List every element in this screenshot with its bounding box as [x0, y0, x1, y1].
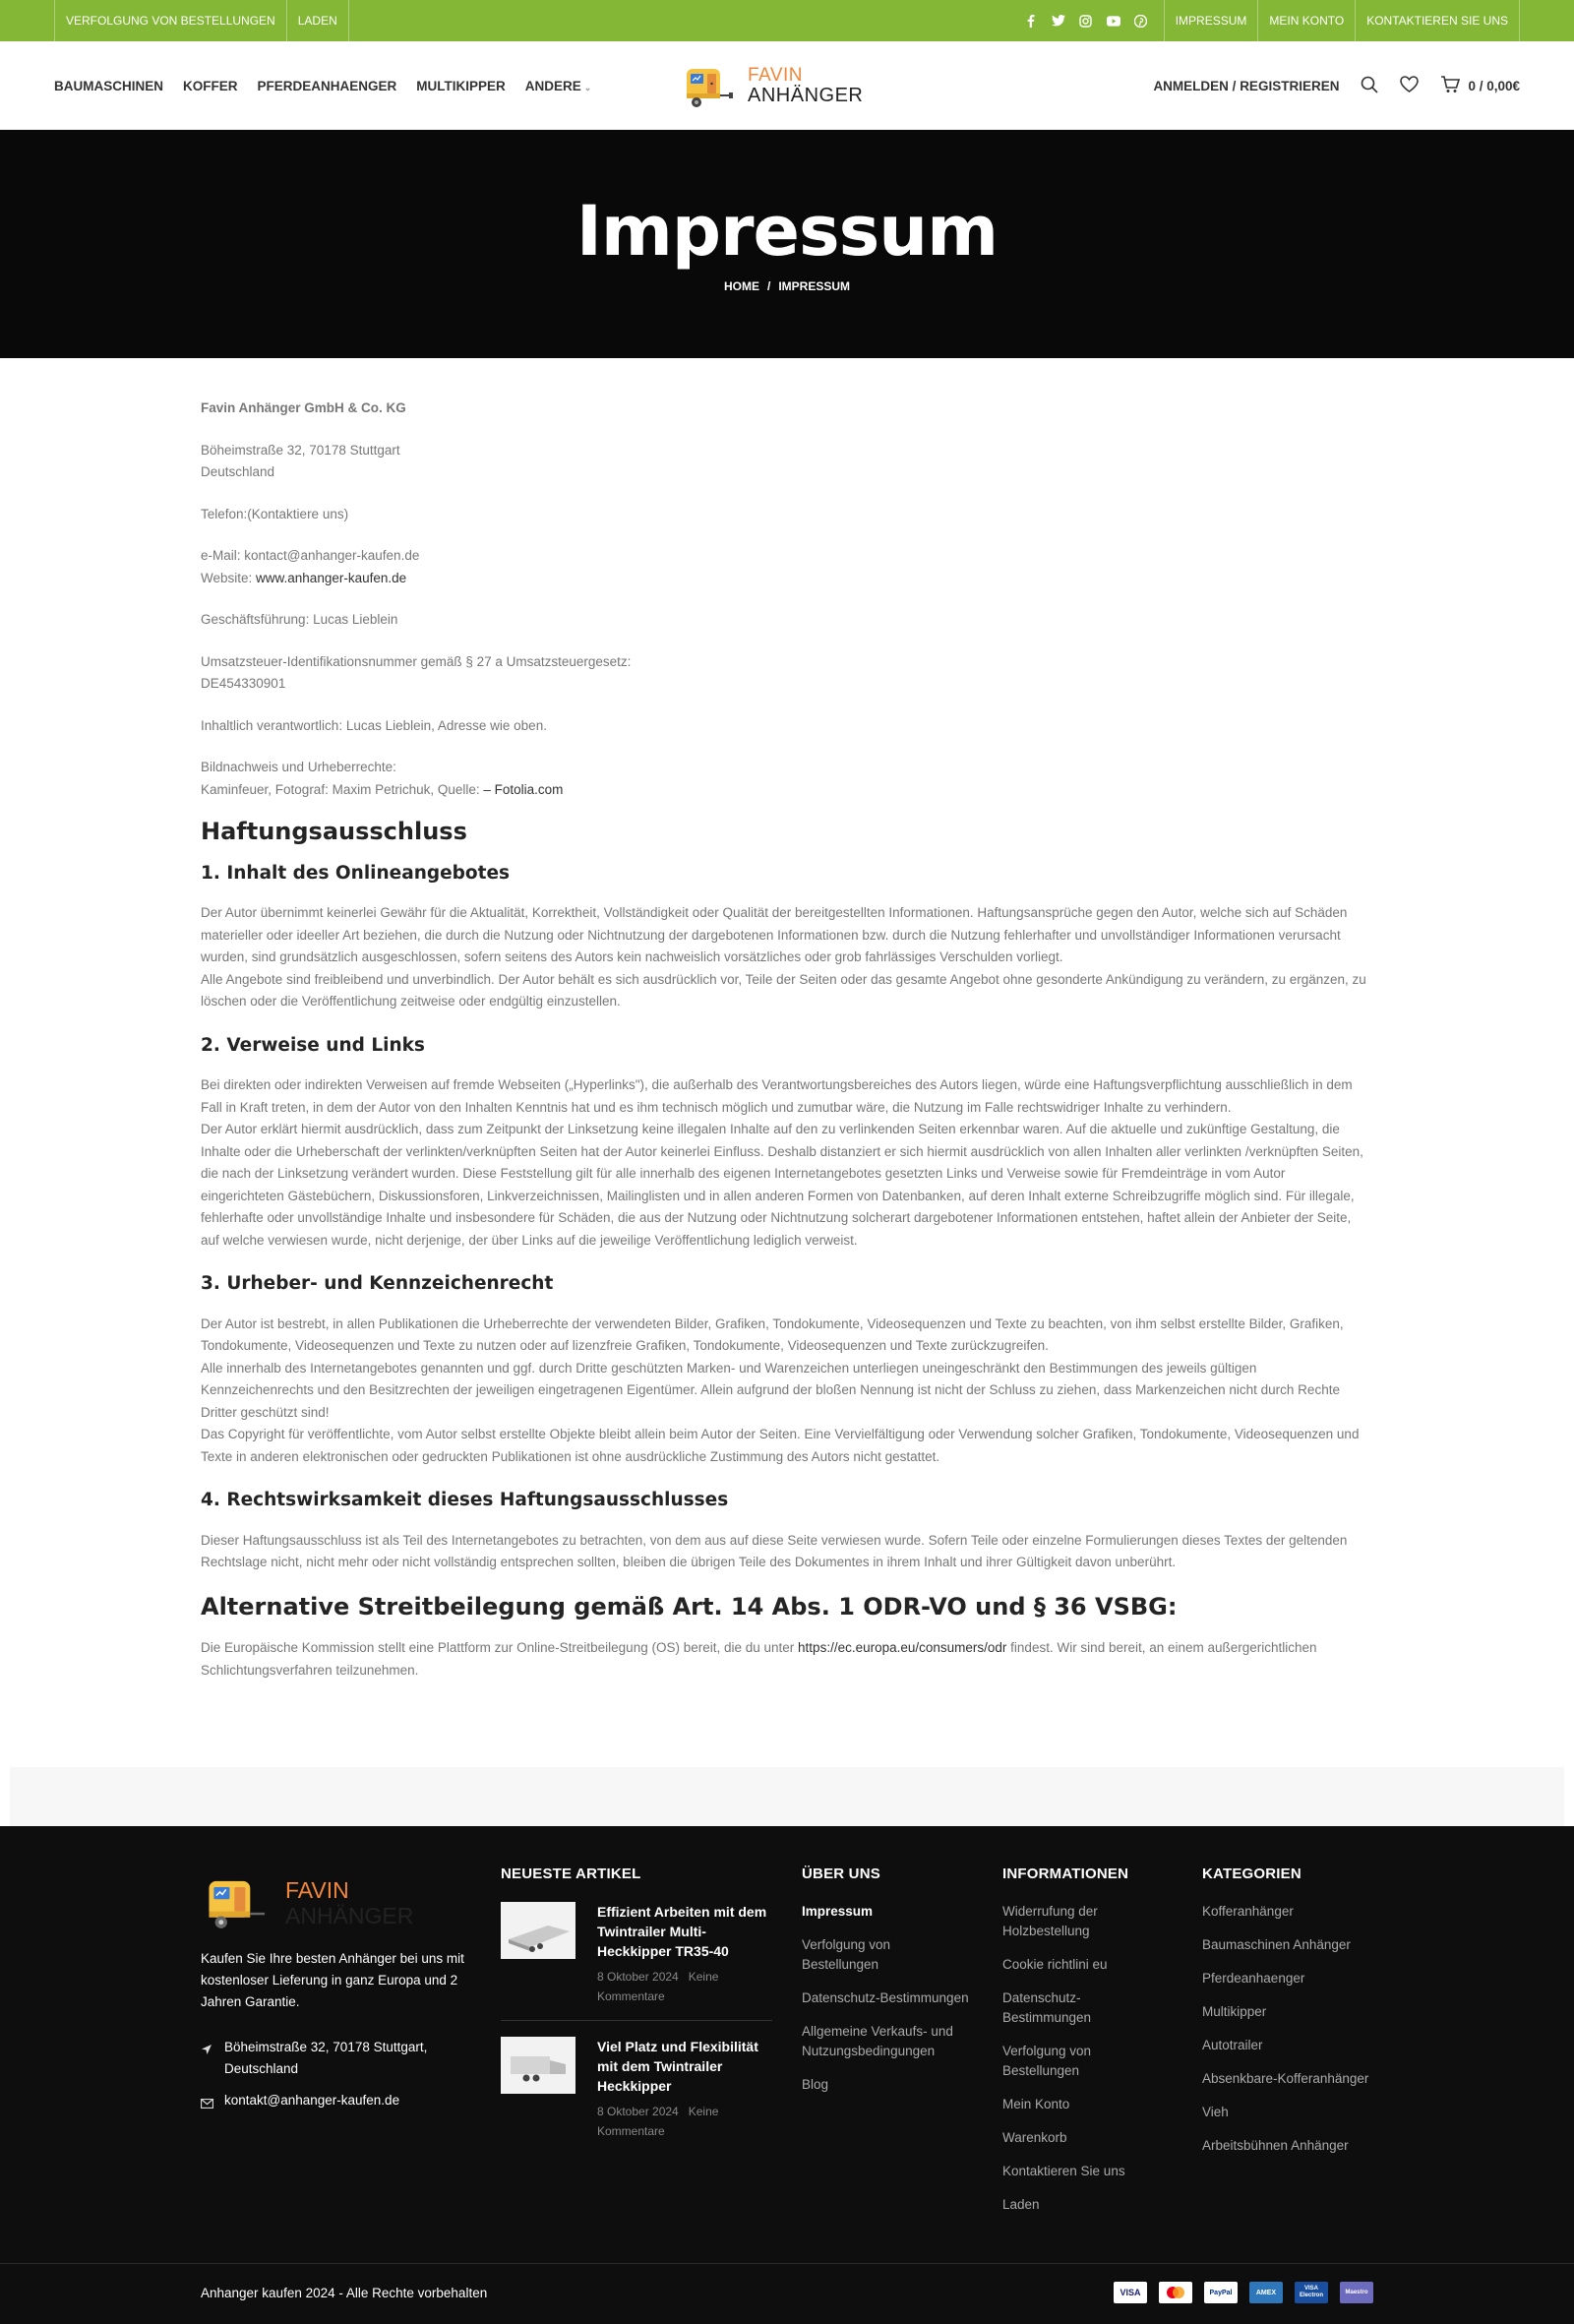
section-3-heading: 3. Urheber- und Kennzeichenrecht	[201, 1273, 554, 1294]
odr-text-b: findest. Wir sind bereit, an einem außergerichtlichen Schlichtungsverfahren teilzunehmen.	[201, 1640, 1317, 1678]
footer-logo-line-2: ANHÄNGER	[285, 1903, 414, 1928]
vat-label: Umsatzsteuer-Identifikationsnummer gemäß § 27 a Umsatzsteuergesetz:	[201, 653, 632, 669]
company-phone: Telefon:(Kontaktiere uns)	[201, 506, 349, 521]
footer-link-privacy[interactable]: Datenschutz-Bestimmungen	[802, 1990, 969, 2005]
nav-item-multikipper[interactable]: MULTIKIPPER	[416, 78, 506, 93]
nav-item-andere-label: ANDERE	[524, 78, 581, 93]
company-street: Böheimstraße 32, 70178 Stuttgart	[201, 442, 400, 458]
footer-contact	[201, 2037, 486, 2125]
footer-email-link[interactable]: kontakt@anhanger-kaufen.de	[224, 2093, 400, 2108]
impressum-content	[201, 398, 1371, 1703]
post-item[interactable]	[501, 2037, 772, 2155]
social-icons	[1024, 0, 1165, 41]
footer-cat-pferde[interactable]: Pferdeanhaenger	[1202, 1971, 1305, 1986]
location-arrow-icon	[201, 2037, 212, 2080]
copyright-text: Anhanger kaufen 2024 - Alle Rechte vorbehalten	[201, 2286, 488, 2300]
search-icon[interactable]	[1361, 76, 1378, 96]
pre-footer-spacer	[10, 1767, 1564, 1826]
facebook-icon[interactable]	[1024, 14, 1038, 28]
breadcrumb-current: IMPRESSUM	[778, 279, 851, 293]
footer-link-blog[interactable]: Blog	[802, 2077, 829, 2092]
company-name: Favin Anhänger GmbH & Co. KG	[201, 400, 406, 415]
section-1-para-b: Alle Angebote sind freibleibend und unverbindlich. Der Autor behält es sich ausdrücklich vor, Teile der Seiten oder das gesamte Angebot ohne gesonderte Ankündigung zu verändern, zu ergänzen, zu löschen oder die Veröffentlichung zeitweise oder endgültig einzustellen.	[201, 971, 1366, 1009]
payment-icons	[1114, 2282, 1373, 2303]
disclaimer-heading: Haftungsausschluss	[201, 818, 467, 845]
post-date: 8 Oktober 2024	[597, 2105, 679, 2118]
top-bar-left-links	[54, 0, 349, 41]
footer-description: Kaufen Sie Ihre besten Anhänger bei uns mit kostenloser Lieferung in ganz Europa und 2 Jahren Garantie.	[201, 1951, 464, 2009]
odr-text-a: Die Europäische Kommission stellt eine Plattform zur Online-Streitbeilegung (OS) bereit, die du unter	[201, 1640, 799, 1655]
nav-item-andere[interactable]	[525, 79, 592, 93]
footer-link-cookie[interactable]: Cookie richtlini eu	[1002, 1957, 1108, 1972]
trailer-logo-icon	[201, 1871, 275, 1934]
section-4-para: Dieser Haftungsausschluss ist als Teil des Internetangebotes zu betrachten, von dem aus auf diese Seite verwiesen wurde. Sofern Teile oder einzelne Formulierungen dieses Textes der geltenden Rechtslage nicht, nicht mehr oder nicht vollständig entsprechen sollten, bleiben die übrigen Teile des Dokumentes in ihrem Inhalt und ihrer Gültigkeit davon unberührt.	[201, 1532, 1348, 1569]
top-link-my-account[interactable]: MEIN KONTO	[1258, 0, 1356, 41]
top-link-impressum[interactable]: IMPRESSUM	[1165, 0, 1259, 41]
footer-info-title: INFORMATIONEN	[1002, 1865, 1129, 1882]
cart-icon	[1440, 76, 1460, 96]
footer-news-title: NEUESTE ARTIKEL	[501, 1865, 641, 1882]
section-2-heading: 2. Verweise und Links	[201, 1034, 425, 1056]
footer-address: Böheimstraße 32, 70178 Stuttgart, Deutschland	[224, 2040, 428, 2076]
section-1-heading: 1. Inhalt des Onlineangebotes	[201, 862, 511, 884]
responsible-text: Inhaltlich verantwortlich: Lucas Lieblein, Adresse wie oben.	[201, 717, 547, 733]
footer-cat-title: KATEGORIEN	[1202, 1865, 1302, 1882]
footer-link-shop[interactable]: Laden	[1002, 2197, 1040, 2212]
post-thumbnail	[501, 1902, 575, 1959]
header-actions	[1153, 41, 1520, 130]
section-3-para-c: Das Copyright für veröffentlichte, vom Autor selbst erstellte Objekte bleibt allein beim Autor der Seiten. Eine Vervielfältigung oder Verwendung solcher Grafiken, Tondokumente, Videosequenzen und Texte in anderen elektronischen oder gedruckten Publikationen ist ohne ausdrückliche Zustimmung des Autors nicht gestattet.	[201, 1427, 1360, 1464]
vat-number: DE454330901	[201, 676, 286, 691]
credits-text: Kaminfeuer, Fotograf: Maxim Petrichuk, Quelle:	[201, 781, 484, 797]
amex-icon: AMEX	[1249, 2282, 1283, 2303]
post-title: Effizient Arbeiten mit dem Twintrailer Multi-Heckkipper TR35-40	[597, 1904, 767, 1959]
section-4-heading: 4. Rechtswirksamkeit dieses Haftungsausschlusses	[201, 1490, 729, 1510]
footer-information	[1002, 1865, 1150, 2229]
top-link-order-tracking[interactable]: VERFOLGUNG VON BESTELLUNGEN	[55, 0, 287, 41]
maestro-icon: Maestro	[1340, 2282, 1373, 2303]
twitter-icon[interactable]	[1052, 14, 1065, 28]
top-link-contact[interactable]: KONTAKTIEREN SIE UNS	[1356, 0, 1520, 41]
footer-link-my-account[interactable]: Mein Konto	[1002, 2097, 1070, 2111]
footer-link-privacy-2[interactable]: Datenschutz-Bestimmungen	[1002, 1990, 1092, 2025]
trailer-logo-icon	[681, 61, 740, 112]
footer-logo-line-1: FAVIN	[285, 1877, 349, 1903]
wishlist-heart-icon[interactable]	[1400, 76, 1419, 95]
paypal-icon: PayPal	[1204, 2282, 1238, 2303]
section-2-para-b: Der Autor erklärt hiermit ausdrücklich, dass zum Zeitpunkt der Linksetzung keine illegalen Inhalte auf den zu verlinkenden Seiten erkennbar waren. Auf die aktuelle und zukünftige Gestaltung, die Inhalte oder die Urheberschaft der verlinkten/verknüpften Seiten hat der Autor keinerlei Einfluss. Deshalb distanziert er sich hiermit ausdrücklich von allen Inhalten aller verlinkten /verknüpften Seiten, die nach der Linksetzung verändert wurden. Diese Feststellung gilt für alle innerhalb des eigenen Internetangebotes gesetzten Links und Verweise sowie für Fremdeinträge in vom Autor eingerichteten Gästebüchern, Diskussionsforen, Linkverzeichnissen, Mailinglisten und in allen anderen Formen von Datenbanken, auf deren Inhalt externe Schreibzugriffe möglich sind. Für illegale, fehlerhafte oder unvollständige Inhalte und insbesondere für Schäden, die aus der Nutzung oder Nichtnutzung solcherart dargebotener Informationen entstehen, haftet allein der Anbieter der Seite, auf welche verwiesen wurde, nicht derjenige, der über Links auf die jeweilige Veröffentlichung lediglich verweist.	[201, 1122, 1363, 1248]
post-comments: Keine Kommentare	[597, 1970, 719, 2003]
top-bar	[0, 0, 1574, 41]
footer-cat-baumaschinen[interactable]: Baumaschinen Anhänger	[1202, 1937, 1351, 1952]
footer-categories	[1202, 1865, 1374, 2170]
breadcrumb	[0, 279, 1574, 293]
footer-cat-arbeitsbuehnen[interactable]: Arbeitsbühnen Anhänger	[1202, 2138, 1349, 2153]
footer-about	[802, 1865, 969, 2109]
post-date: 8 Oktober 2024	[597, 1970, 679, 1984]
logo-line-2: ANHÄNGER	[748, 85, 864, 106]
odr-heading: Alternative Streitbeilegung gemäß Art. 14 Abs. 1 ODR-VO und § 36 VSBG:	[201, 1592, 1178, 1621]
company-email: e-Mail: kontact@anhanger-kaufen.de	[201, 548, 420, 563]
post-thumbnail	[501, 2037, 575, 2094]
chevron-down-icon: ⌄	[583, 82, 592, 92]
nav-item-pferdeanhaenger[interactable]: PFERDEANHAENGER	[257, 78, 397, 93]
site-footer	[0, 1826, 1574, 2324]
top-bar-right	[1024, 0, 1520, 41]
page-title: Impressum	[575, 191, 999, 272]
post-comments: Keine Kommentare	[597, 2105, 719, 2138]
login-register-link[interactable]: ANMELDEN / REGISTRIEREN	[1153, 78, 1340, 93]
visa-icon: VISA	[1114, 2282, 1147, 2303]
top-bar-right-links	[1165, 0, 1520, 41]
footer-link-revocation[interactable]: Widerrufung der Holzbestellung	[1002, 1904, 1098, 1938]
breadcrumb-home[interactable]: HOME	[723, 279, 759, 293]
footer-link-impressum[interactable]: Impressum	[802, 1904, 874, 1919]
footer-link-order-tracking-2[interactable]: Verfolgung von Bestellungen	[1002, 2044, 1092, 2078]
credits-link[interactable]: – Fotolia.com	[483, 781, 564, 797]
section-3-para-b: Alle innerhalb des Internetangebotes genannten und ggf. durch Dritte geschützten Marken- und Warenzeichen unterliegen uneingeschränkt den Bestimmungen des jeweils gültigen Kennzeichenrechts und den Besitzrechten der jeweiligen eingetragenen Eigentümer. Allein aufgrund der bloßen Nennung ist nicht der Schluss zu ziehen, dass Markenzeichen nicht durch Rechte Dritter geschützt sind!	[201, 1360, 1340, 1420]
odr-link[interactable]: https://ec.europa.eu/consumers/odr	[798, 1640, 1007, 1655]
post-item[interactable]	[501, 1902, 772, 2021]
footer-link-order-tracking[interactable]: Verfolgung von Bestellungen	[802, 1937, 891, 1972]
youtube-icon[interactable]	[1107, 14, 1120, 28]
section-2-para-a: Bei direkten oder indirekten Verweisen auf fremde Webseiten („Hyperlinks"), die außerhalb des Verantwortungsbereiches des Autors liegen, würde eine Haftungsverpflichtung ausschließlich in dem Fall in Kraft treten, in dem der Autor von den Inhalten Kenntnis hat und es ihm technisch möglich und zumutbar wäre, die Nutzung im Falle rechtswidriger Inhalte zu verhindern.	[201, 1077, 1353, 1115]
footer-cat-absenkbare[interactable]: Absenkbare-Kofferanhänger	[1202, 2071, 1369, 2086]
post-title: Viel Platz und Flexibilität mit dem Twintrailer Heckkipper	[597, 2039, 758, 2094]
main-nav	[54, 41, 591, 130]
nav-item-baumaschinen[interactable]: BAUMASCHINEN	[54, 78, 163, 93]
page-title-banner	[0, 130, 1574, 358]
top-link-shop[interactable]: LADEN	[287, 0, 349, 41]
company-country: Deutschland	[201, 464, 275, 479]
nav-item-koffer[interactable]: KOFFER	[183, 78, 238, 93]
footer-link-terms[interactable]: Allgemeine Verkaufs- und Nutzungsbedingungen	[802, 2024, 953, 2058]
footer-link-contact[interactable]: Kontaktieren Sie uns	[1002, 2164, 1125, 2178]
website-link[interactable]: www.anhanger-kaufen.de	[256, 570, 407, 585]
footer-latest-posts	[501, 1865, 772, 2171]
breadcrumb-separator: /	[766, 279, 771, 293]
logo-line-1: FAVIN	[748, 65, 803, 86]
ceo-text: Geschäftsführung: Lucas Lieblein	[201, 612, 398, 627]
site-logo[interactable]	[679, 61, 876, 112]
cart-total: 0 / 0,00€	[1468, 78, 1520, 93]
footer-link-cart[interactable]: Warenkorb	[1002, 2130, 1067, 2145]
website-label: Website:	[201, 570, 257, 585]
main-header	[0, 41, 1574, 130]
credits-label: Bildnachweis und Urheberrechte:	[201, 760, 396, 774]
footer-cat-vieh[interactable]: Vieh	[1202, 2105, 1229, 2119]
footer-cat-multikipper[interactable]: Multikipper	[1202, 2004, 1267, 2019]
section-1-para-a: Der Autor übernimmt keinerlei Gewähr für die Aktualität, Korrektheit, Vollständigkeit oder Qualität der bereitgestellten Informationen. Haftungsansprüche gegen den Autor, welche sich auf Schäden materieller oder ideeller Art beziehen, die durch die Nutzung oder Nichtnutzung der dargebotenen Informationen bzw. durch die Nutzung fehlerhafter und unvollständiger Informationen verursacht wurden, sind grundsätzlich ausgeschlossen, sofern seitens des Autors kein nachweislich vorsätzliches oder grob fahrlässiges Verschulden vorliegt.	[201, 905, 1348, 964]
pinterest-icon[interactable]	[1134, 14, 1148, 28]
cart-button[interactable]	[1440, 76, 1520, 96]
footer-cat-koffer[interactable]: Kofferanhänger	[1202, 1904, 1294, 1919]
footer-cat-autotrailer[interactable]: Autotrailer	[1202, 2038, 1263, 2052]
section-3-para-a: Der Autor ist bestrebt, in allen Publikationen die Urheberrechte der verwendeten Bilder, Grafiken, Tondokumente, Videosequenzen und Texte zu beachten, von ihm selbst erstellte Bilder, Grafiken, Tondokumente, Videosequenzen und Texte zu nutzen oder auf lizenzfreie Grafiken, Tondokumente, Videosequenzen und Texte zurückzugreifen.	[201, 1315, 1344, 1353]
mastercard-icon	[1159, 2282, 1192, 2303]
footer-logo[interactable]	[201, 1871, 437, 1934]
envelope-icon	[201, 2090, 212, 2115]
footer-bottom-bar	[0, 2263, 1574, 2324]
visa-electron-icon: VISA Electron	[1295, 2282, 1328, 2303]
instagram-icon[interactable]	[1079, 14, 1093, 28]
footer-about-title: ÜBER UNS	[802, 1865, 880, 1882]
